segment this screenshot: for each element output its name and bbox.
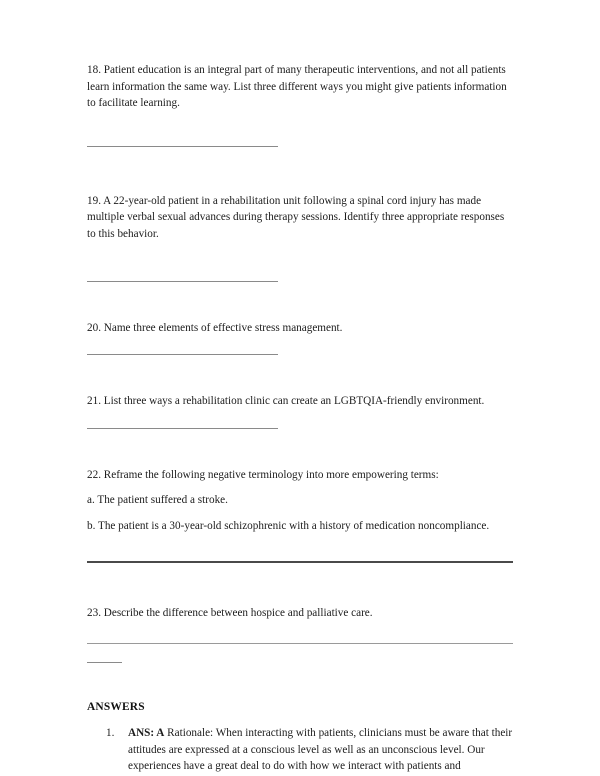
spacer [87, 355, 515, 393]
answer-item-number: 1. [106, 727, 115, 740]
question-19-text: 19. A 22-year-old patient in a rehabilitation unit following a spinal cord injury has made multiple verbal sexual advances during therapy sessions. Identify three appropriate responses to this behavior. [87, 194, 505, 240]
question-block-21 [87, 393, 515, 429]
spacer [87, 410, 515, 428]
question-block-20 [87, 320, 515, 356]
question-23-text: 23. Describe the difference between hospice and palliative care. [87, 606, 373, 619]
question-21-text: 21. List three ways a rehabilitation clinic can create an LGBTQIA-friendly environment. [87, 395, 485, 408]
spacer [87, 621, 515, 643]
answers-list [87, 725, 515, 774]
question-block-18 [87, 62, 515, 147]
spacer [87, 112, 515, 146]
question-block-22 [87, 467, 515, 563]
question-block-19 [87, 193, 515, 282]
spacer [87, 644, 515, 662]
spacer [87, 243, 515, 281]
question-22-text: 22. Reframe the following negative terminology into more empowering terms: [87, 468, 439, 481]
spacer [87, 535, 515, 561]
spacer [87, 663, 515, 701]
spacer [87, 563, 515, 605]
question-20-text: 20. Name three elements of effective stress management. [87, 321, 343, 334]
question-22-sub-a: a. The patient suffered a stroke. [87, 494, 228, 507]
spacer [87, 147, 515, 193]
answers-heading: ANSWERS [87, 701, 145, 714]
spacer [87, 336, 515, 354]
answer-list-item [87, 725, 515, 774]
question-block-23 [87, 605, 515, 664]
answer-item-body: Rationale: When interacting with patients, clinicians must be aware that their attitudes are expressed at a conscious level as well as an unconscious level. Our experiences have a great deal to do with how we interact with patients and [128, 727, 513, 772]
spacer [87, 429, 515, 467]
question-22-sub-b: b. The patient is a 30-year-old schizophrenic with a history of medication noncompliance. [87, 519, 490, 532]
spacer [87, 282, 515, 320]
question-18-text: 18. Patient education is an integral part of many therapeutic interventions, and not all patients learn information the same way. List three different ways you might give patients information to facilitate learning. [87, 64, 507, 110]
answer-item-lead: ANS: A [128, 727, 165, 740]
answers-section [87, 701, 515, 774]
